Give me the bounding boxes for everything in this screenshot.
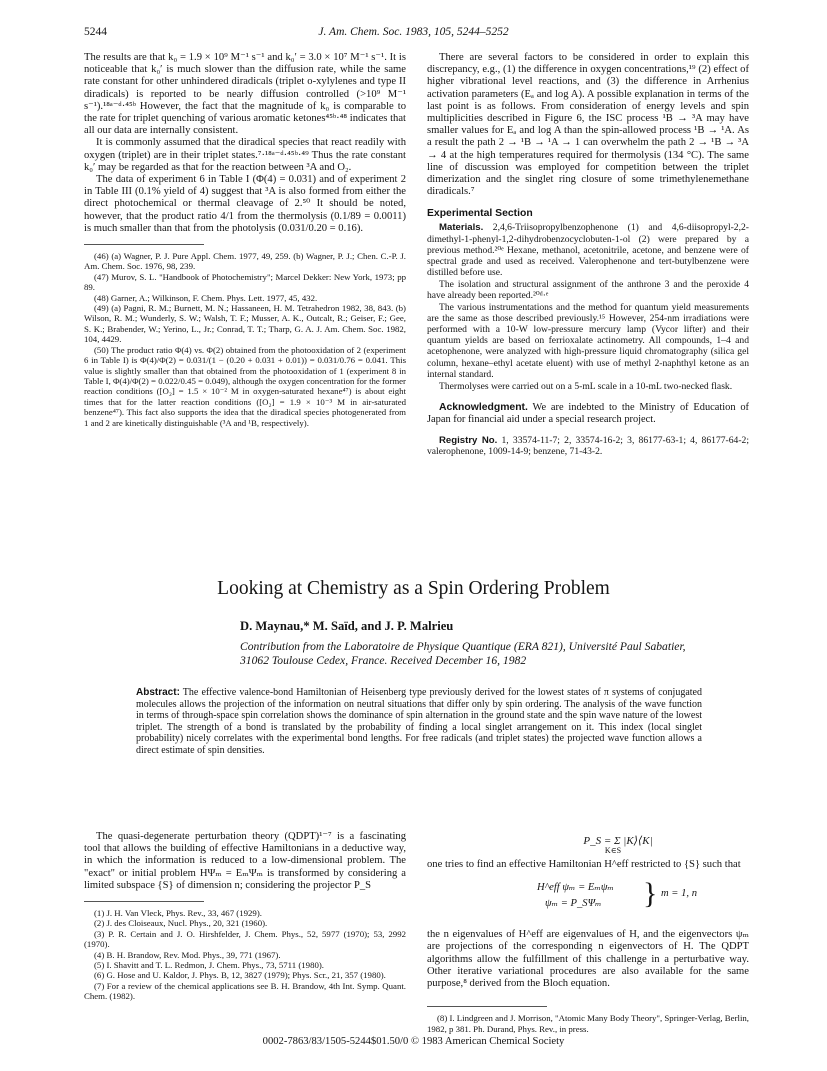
footnote: (3) P. R. Certain and J. O. Hirshfelder, J. Chem. Phys., 52, 5977 (1970); 53, 2992 (1970). <box>84 928 406 950</box>
acknowledgment-text: We are indebted to the Ministry of Education of Japan for financial aid under a special research project. <box>427 401 749 425</box>
footnote: (48) Garner, A.; Wilkinson, F. Chem. Phys. Lett. 1977, 45, 432. <box>94 292 318 303</box>
experimental-paragraph: The isolation and structural assignment of the anthrone 3 and the peroxide 4 have already been reported.²⁰ᵈ·ᵉ <box>427 278 749 301</box>
registry-lead: Registry No. <box>439 435 498 447</box>
brace-glyph: } <box>643 877 658 911</box>
page-number: 5244 <box>84 26 107 38</box>
equation-text: P_S = Σ |K⟩⟨K| <box>583 835 653 847</box>
equation-subscript: K∈S <box>604 846 622 855</box>
body-paragraph: There are several factors to be considered in order to explain this discrepancy, e.g., (1) the difference in oxygen concentrations,¹⁹ (2) effect of higher vibrational level reactions, and (3) the difference in Arrhenius activation parameters (Eₐ and log A). A possible explanation in terms of the last point is as follows. From consideration of energy levels and spin multiplicities described in Figure 6, the ISC process ¹B → ³A may have smaller values for Eₐ and log A than the spin-allowed process ¹B → ¹A. As a result the path 2 → ¹B → ¹A → 1 can overwhelm the path 2 → ¹B → ³A → 4 at the high temperatures required for thermolysis (134 °C). The same line of discussion was employed for competition between the triplet dimerization and the singlet ring closure of some trimethylenemethane diradicals.⁷ <box>427 52 749 198</box>
experimental-paragraph: The various instrumentations and the method for quantum yield measurements are the same as those described previously.¹⁵ However, 254-nm irradiations were performed with a 10-W low-pressure mercury lamp (Vycor lifter) and their quantum yields are based on ferrioxalate actinometry. All compounds, 1–4 and acetophenone, were analyzed with high-pressure liquid chromatography (silica gel column, hexane–ethyl acetate eluent) with use of methyl 2-naphthyl ketone as an internal standard. <box>427 302 749 380</box>
page-footer: 0002-7863/83/1505-5244$01.50/0 © 1983 American Chemical Society <box>262 1036 565 1047</box>
footnote: (4) B. H. Brandow, Rev. Mod. Phys., 39, 771 (1967). <box>94 949 281 960</box>
footnote: (8) I. Lindgreen and J. Morrison, "Atomic Many Body Theory", Springer-Verlag, Berlin, 1982, p 381. Ph. Durand, Phys. Rev., in press. <box>427 1013 749 1034</box>
registry-paragraph <box>427 435 749 457</box>
article-left-column <box>84 831 406 1002</box>
body-paragraph: The data of experiment 6 in Table I (Φ(4) = 0.031) and of experiment 2 in Table III (0.1% yield of 4) suggest that ³A is also formed from either the direct photochemical or thermal cleavage of 2.⁵⁰ It should be noted, however, that the product ratio 4/1 from the thermolysis (0.1/89 = 0.0011) is much smaller than that from the photolysis (0.031/0.20 = 0.16). <box>84 174 406 234</box>
left-column <box>84 52 406 428</box>
body-paragraph: one tries to find an effective Hamiltonian H^eff restricted to {S} such that <box>427 859 741 870</box>
footnote: (5) I. Shavitt and T. L. Redmon, J. Chem. Phys., 73, 5711 (1980). <box>94 960 325 971</box>
running-header: J. Am. Chem. Soc. 1983, 105, 5244–5252 <box>318 26 509 38</box>
footnote-rule <box>427 1006 547 1007</box>
article-authors: D. Maynau,* M. Saïd, and J. P. Malrieu <box>240 619 454 633</box>
abstract-text: The effective valence-bond Hamiltonian of Heisenberg type previously derived for the lowest states of π systems of conjugated molecules allows the projection of the information on neutral situations that differ only by spin ordering. The analysis of the wave function in terms of through-space spin correlation shows the dominance of spin alternation in the ground state and the spin wave nature of the lowest triplet. The strength of a bond is translated by the probability of finding a local singlet arrangement on it. This index (local singlet probability) nicely correlates with the experimental bond lengths. For free radicals (and triplet states) the projected wave function allows a direct estimate of spin densities. <box>136 687 702 756</box>
right-column <box>427 52 749 457</box>
materials-paragraph <box>427 222 749 277</box>
footnote: (50) The product ratio Φ(4) vs. Φ(2) obtained from the photooxidation of 2 (experiment 6 in Table I) is Φ(4)/Φ(2) = 0.031/(1 − (0.20 + 0.031 + 0.01)) = 0.031/0.76 = 0.041. This value is slightly smaller than that obtained from the photooxidation of 1 (experiment 8 in Table I, Φ(4)/Φ(2) = 0.022/0.45 = 0.049), although the oxygen concentration for the former reaction conditions ([O₂] = 1.5 × 10⁻² M in oxygen-saturated hexane⁴⁷) is about eight times that for the latter reaction conditions ([O₂] = 1.9 × 10⁻³ M in air-saturated benzene⁴⁷). This fact also supports the idea that the diradical species photogenerated from 1 and 2 are kinetically distinguishable (³A and ¹B, respectively). <box>84 344 406 428</box>
acknowledgment-paragraph <box>427 402 749 426</box>
acknowledgment-lead: Acknowledgment. <box>439 401 528 413</box>
footnote: (7) For a review of the chemical applications see B. H. Brandow, 4th Int. Symp. Quant. Chem. (1982). <box>84 980 406 1002</box>
footnote: (2) J. des Cloiseaux, Nucl. Phys., 20, 321 (1960). <box>94 918 268 929</box>
footnote: (49) (a) Pagni, R. M.; Burnett, M. N.; Hassaneen, H. M. Tetrahedron 1982, 38, 843. (b) Wilson, R. M.; Wunderly, S. W.; Walsh, T. F.; Musser, A. K., Outcalt, R.; Geiser, F.; Gee, S. K.; Brabender, W.; Yerino, L., Jr.; Conrad, T. T.; Tharp, G. A. J. Am. Chem. Soc. 1982, 104, 4429. <box>84 303 406 345</box>
article-right-column <box>427 828 749 1034</box>
article-affiliation <box>240 640 740 668</box>
section-heading: Experimental Section <box>427 208 533 220</box>
body-paragraph: the n eigenvalues of H^eff are eigenvalues of H, and the eigenvectors ψₘ are projections of the corresponding n eigenvectors of H. The QDPT algorithms allow the fulfillment of this challenge in a perturbative way. Other iterative variational procedures are also available for the same purpose,⁸ derived from the Bloch equation. <box>427 929 749 990</box>
materials-text: 2,4,6-Triisopropylbenzophenone (1) and 4,6-diisopropyl-2,2-dimethyl-1-phenyl-1,2-dihydrobenzocyclobuten-1-ol (2) were prepared by a previous method.²⁰ᵉ Hexane, methanol, acetonitrile, acetone, and benzene were of spectral grade and used as received. Valerophenone and tert-butylbenzene were distilled before use. <box>427 222 749 278</box>
body-paragraph: The results are that k₀ = 1.9 × 10⁹ M⁻¹ s⁻¹ and k₀′ = 3.0 × 10⁷ M⁻¹ s⁻¹. It is noticeable that k₀′ is much slower than the diffusion rate, while the same rate constant for other unhindered diradicals (triplet o-xylylenes and type II diradicals) is reported to be nearly diffusion controlled (>10⁹ M⁻¹ s⁻¹).¹⁸ᵃ⁻ᵈ·⁴⁵ᵇ However, the fact that the magnitude of k₀ is comparable to the rate for triplet quenching of various aromatic ketones⁴⁵ᵇ·⁴⁸ indicates that all our data are internally consistent. <box>84 52 406 137</box>
abstract-lead: Abstract: <box>136 687 180 698</box>
article-title: Looking at Chemistry as a Spin Ordering Problem <box>217 578 610 599</box>
effective-hamiltonian-equation <box>427 875 749 919</box>
projector-equation <box>487 834 749 855</box>
footnote: (47) Murov, S. L. "Handbook of Photochemistry"; Marcel Dekker: New York, 1973; pp 89. <box>84 271 406 293</box>
footnote-rule <box>84 244 204 245</box>
abstract <box>136 687 702 757</box>
intro-paragraph: The quasi-degenerate perturbation theory (QDPT)¹⁻⁷ is a fascinating tool that allows the building of effective Hamiltonians in a deductive way, in which the information is reduced to a low-dimensional problem. The "exact" or initial problem HΨₘ = EₘΨₘ is transformed by considering a limited subspace {S} of dimension n; considering the projector P_S <box>84 831 406 891</box>
footnote: (6) G. Hose and U. Kaldor, J. Phys. B, 12, 3827 (1979); Phys. Scr., 21, 357 (1980). <box>94 970 386 981</box>
footnote: (1) J. H. Van Vleck, Phys. Rev., 33, 467 (1929). <box>94 908 262 919</box>
experimental-paragraph: Thermolyses were carried out on a 5-mL scale in a 10-mL two-necked flask. <box>439 380 733 392</box>
equation-line: ψₘ = P_SΨₘ <box>545 898 602 910</box>
equation-condition: m = 1, n <box>661 888 697 900</box>
materials-lead: Materials. <box>439 222 484 234</box>
footnote-rule <box>84 901 204 902</box>
affiliation-line: Contribution from the Laboratoire de Physique Quantique (ERA 821), Université Paul Sabatier, <box>240 640 686 653</box>
body-paragraph: It is commonly assumed that the diradical species that react readily with oxygen (triplet) are in their triplet states.⁷·¹⁸ᵃ⁻ᵈ·⁴⁵ᵇ·⁴⁹ Thus the rate constant k₀′ may be regarded as that for the reaction between ³A and O₂. <box>84 137 406 173</box>
affiliation-line: 31062 Toulouse Cedex, France. Received December 16, 1982 <box>240 654 527 667</box>
footnote: (46) (a) Wagner, P. J. Pure Appl. Chem. 1977, 49, 259. (b) Wagner, P. J.; Chen. C.-P. J. Am. Chem. Soc. 1976, 98, 239. <box>84 251 406 272</box>
registry-text: 1, 33574-11-7; 2, 33574-16-2; 3, 86177-63-1; 4, 86177-64-2; valerophenone, 1009-14-9; benzene, 71-43-2. <box>427 435 749 458</box>
equation-line: H^eff ψₘ = Eₘψₘ <box>537 882 614 894</box>
